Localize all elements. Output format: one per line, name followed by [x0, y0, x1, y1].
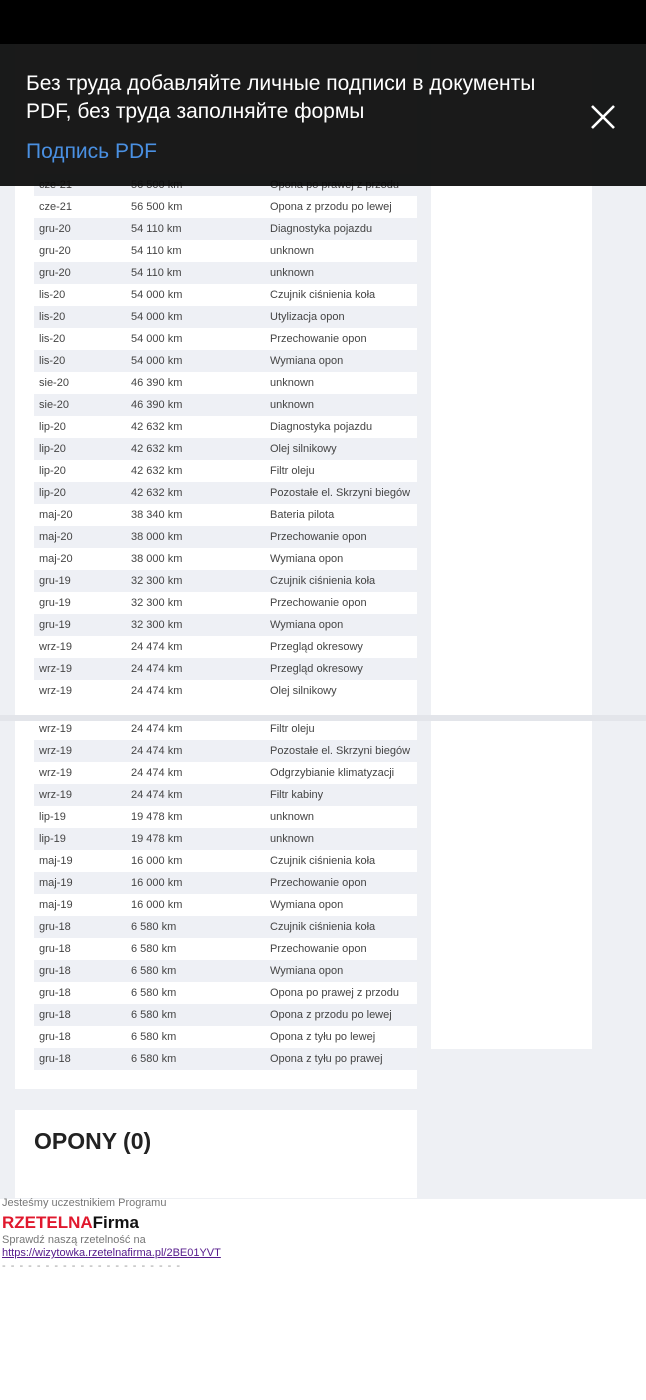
table-row	[34, 658, 417, 680]
row-service: Opona z przodu po lewej	[270, 201, 392, 213]
row-mileage: 54 000 km	[131, 289, 183, 301]
row-service: Czujnik ciśnienia koła	[270, 921, 376, 933]
row-date: maj-20	[39, 553, 73, 565]
footer-dashes: - - - - - - - - - - - - - - - - - - - - -	[2, 1260, 182, 1272]
row-service: Przechowanie opon	[270, 877, 367, 889]
row-date: gru-18	[39, 1031, 71, 1043]
row-date: gru-18	[39, 921, 71, 933]
row-date: cze-21	[39, 201, 73, 213]
table-row	[34, 916, 417, 938]
row-service: Wymiana opon	[270, 355, 344, 367]
row-service: Przegląd okresowy	[270, 663, 363, 675]
row-service: unknown	[270, 811, 315, 823]
table-row	[34, 350, 417, 372]
row-service: Filtr oleju	[270, 465, 315, 477]
table-row	[34, 872, 417, 894]
row-mileage: 24 474 km	[131, 641, 183, 653]
row-mileage: 6 580 km	[131, 1031, 177, 1043]
row-mileage: 54 000 km	[131, 333, 183, 345]
row-date: maj-19	[39, 877, 73, 889]
table-row	[34, 372, 417, 394]
row-date: lis-20	[39, 333, 66, 345]
row-date: gru-18	[39, 965, 71, 977]
row-service: Wymiana opon	[270, 965, 344, 977]
row-service: Diagnostyka pojazdu	[270, 421, 373, 433]
row-mileage: 24 474 km	[131, 767, 183, 779]
row-mileage: 46 390 km	[131, 399, 183, 411]
table-row	[34, 196, 417, 218]
row-service: Przegląd okresowy	[270, 641, 363, 653]
row-date: wrz-19	[39, 745, 73, 757]
row-mileage: 56 500 km	[131, 201, 183, 213]
table-row	[34, 1048, 417, 1070]
row-date: gru-19	[39, 619, 71, 631]
row-date: gru-19	[39, 575, 71, 587]
row-date: lis-20	[39, 289, 66, 301]
side-panel-bottom	[431, 721, 592, 1049]
row-date: wrz-19	[39, 685, 73, 697]
row-date: sie-20	[39, 377, 69, 389]
row-date: wrz-19	[39, 767, 73, 779]
row-service: Czujnik ciśnienia koła	[270, 289, 376, 301]
row-date: gru-20	[39, 245, 71, 257]
row-mileage: 42 632 km	[131, 487, 183, 499]
row-service: unknown	[270, 399, 315, 411]
table-row	[34, 394, 417, 416]
table-row	[34, 306, 417, 328]
table-row	[34, 526, 417, 548]
row-mileage: 54 000 km	[131, 355, 183, 367]
footer-intro: Jesteśmy uczestnikiem Programu	[2, 1197, 167, 1209]
table-row	[34, 416, 417, 438]
row-mileage: 19 478 km	[131, 811, 183, 823]
row-service: Wymiana opon	[270, 619, 344, 631]
row-service: unknown	[270, 245, 315, 257]
row-date: sie-20	[39, 399, 69, 411]
table-row	[34, 740, 417, 762]
row-service: Opona z tyłu po prawej	[270, 1053, 383, 1065]
row-service: Przechowanie opon	[270, 597, 367, 609]
row-date: maj-20	[39, 509, 73, 521]
row-date: maj-19	[39, 855, 73, 867]
row-service: Opona z tyłu po lewej	[270, 1031, 376, 1043]
row-mileage: 42 632 km	[131, 421, 183, 433]
row-mileage: 24 474 km	[131, 723, 183, 735]
row-mileage: 54 110 km	[131, 245, 182, 257]
row-mileage: 16 000 km	[131, 877, 183, 889]
row-mileage: 32 300 km	[131, 619, 183, 631]
row-date: lip-20	[39, 465, 66, 477]
banner-text: Без труда добавляйте личные подписи в документы PDF, без труда заполняйте формы	[26, 72, 536, 123]
table-row	[34, 570, 417, 592]
row-service: Utylizacja opon	[270, 311, 345, 323]
rzetelna-firma-logo	[2, 1212, 221, 1234]
row-service: Czujnik ciśnienia koła	[270, 855, 376, 867]
row-date: gru-18	[39, 943, 71, 955]
row-service: Czujnik ciśnienia koła	[270, 575, 376, 587]
table-row	[34, 960, 417, 982]
row-service: Olej silnikowy	[270, 443, 337, 455]
row-service: unknown	[270, 267, 315, 279]
row-date: gru-18	[39, 987, 71, 999]
row-date: lis-20	[39, 355, 66, 367]
table-row	[34, 328, 417, 350]
row-mileage: 42 632 km	[131, 443, 183, 455]
row-service: Pozostałe el. Skrzyni biegów	[270, 745, 411, 757]
row-date: wrz-19	[39, 663, 73, 675]
row-mileage: 24 474 km	[131, 789, 183, 801]
row-mileage: 6 580 km	[131, 987, 177, 999]
row-date: lip-19	[39, 833, 66, 845]
table-row	[34, 438, 417, 460]
table-row	[34, 1004, 417, 1026]
row-date: wrz-19	[39, 723, 73, 735]
table-row	[34, 762, 417, 784]
brand-red-text: RZETELNA	[2, 1213, 93, 1232]
row-date: lip-19	[39, 811, 66, 823]
row-date: lip-20	[39, 443, 66, 455]
row-date: lis-20	[39, 311, 66, 323]
table-row	[34, 262, 417, 284]
row-service: Wymiana opon	[270, 899, 344, 911]
table-row	[34, 828, 417, 850]
service-table-top	[34, 196, 417, 702]
row-date: gru-19	[39, 597, 71, 609]
table-row	[34, 592, 417, 614]
row-date: gru-20	[39, 223, 71, 235]
row-mileage: 16 000 km	[131, 855, 183, 867]
row-date: wrz-19	[39, 641, 73, 653]
pdf-signature-link[interactable]: Подпись PDF	[26, 140, 157, 163]
row-service: Filtr kabiny	[270, 789, 324, 801]
row-date: gru-18	[39, 1009, 71, 1021]
row-mileage: 38 000 km	[131, 531, 183, 543]
row-mileage: 24 474 km	[131, 745, 183, 757]
row-mileage: 19 478 km	[131, 833, 183, 845]
table-row	[34, 240, 417, 262]
table-row	[34, 806, 417, 828]
row-date: gru-20	[39, 267, 71, 279]
table-row	[34, 1026, 417, 1048]
row-date: lip-20	[39, 421, 66, 433]
row-mileage: 6 580 km	[131, 965, 177, 977]
row-service: Diagnostyka pojazdu	[270, 223, 373, 235]
table-row	[34, 680, 417, 702]
row-date: lip-20	[39, 487, 66, 499]
table-row	[34, 460, 417, 482]
table-row	[34, 504, 417, 526]
row-date: gru-18	[39, 1053, 71, 1065]
row-service: Pozostałe el. Skrzyni biegów	[270, 487, 411, 499]
close-icon[interactable]	[588, 102, 618, 132]
row-mileage: 38 340 km	[131, 509, 183, 521]
row-mileage: 6 580 km	[131, 921, 177, 933]
table-row	[34, 718, 417, 740]
row-service: unknown	[270, 833, 315, 845]
row-mileage: 38 000 km	[131, 553, 183, 565]
row-mileage: 24 474 km	[131, 685, 183, 697]
table-row	[34, 938, 417, 960]
brand-black-text: Firma	[92, 1213, 139, 1232]
table-row	[34, 894, 417, 916]
pdf-signature-banner	[0, 44, 646, 186]
row-service: Opona po prawej z przodu	[270, 987, 400, 999]
table-row	[34, 284, 417, 306]
row-date: wrz-19	[39, 789, 73, 801]
row-service: Filtr oleju	[270, 723, 315, 735]
table-row	[34, 850, 417, 872]
row-service: Opona z przodu po lewej	[270, 1009, 392, 1021]
table-row	[34, 614, 417, 636]
row-service: Odgrzybianie klimatyzacji	[270, 767, 395, 779]
table-row	[34, 636, 417, 658]
row-service: Olej silnikowy	[270, 685, 337, 697]
row-service: Wymiana opon	[270, 553, 344, 565]
tires-title: OPONY (0)	[34, 1128, 152, 1154]
row-date: maj-20	[39, 531, 73, 543]
table-row	[34, 218, 417, 240]
row-mileage: 6 580 km	[131, 1009, 177, 1021]
row-mileage: 32 300 km	[131, 575, 183, 587]
row-mileage: 54 110 km	[131, 223, 182, 235]
status-bar	[0, 0, 646, 44]
table-row	[34, 548, 417, 570]
row-service: Przechowanie opon	[270, 943, 367, 955]
service-table-bottom	[34, 718, 417, 1070]
row-date: maj-19	[39, 899, 73, 911]
row-mileage: 54 110 km	[131, 267, 182, 279]
row-mileage: 16 000 km	[131, 899, 183, 911]
row-service: Bateria pilota	[270, 509, 335, 521]
row-mileage: 54 000 km	[131, 311, 183, 323]
row-mileage: 46 390 km	[131, 377, 183, 389]
row-mileage: 6 580 km	[131, 943, 177, 955]
row-service: unknown	[270, 377, 315, 389]
footer-check-text: Sprawdź naszą rzetelność na	[2, 1234, 146, 1246]
rzetelna-firma-link[interactable]: https://wizytowka.rzetelnafirma.pl/2BE01YVT	[2, 1247, 221, 1259]
footer	[2, 1197, 221, 1272]
table-row	[34, 482, 417, 504]
row-mileage: 24 474 km	[131, 663, 183, 675]
row-service: Przechowanie opon	[270, 531, 367, 543]
tires-card	[15, 1110, 417, 1198]
row-service: Przechowanie opon	[270, 333, 367, 345]
table-row	[34, 784, 417, 806]
row-mileage: 6 580 km	[131, 1053, 177, 1065]
row-mileage: 42 632 km	[131, 465, 183, 477]
table-row	[34, 982, 417, 1004]
row-mileage: 32 300 km	[131, 597, 183, 609]
